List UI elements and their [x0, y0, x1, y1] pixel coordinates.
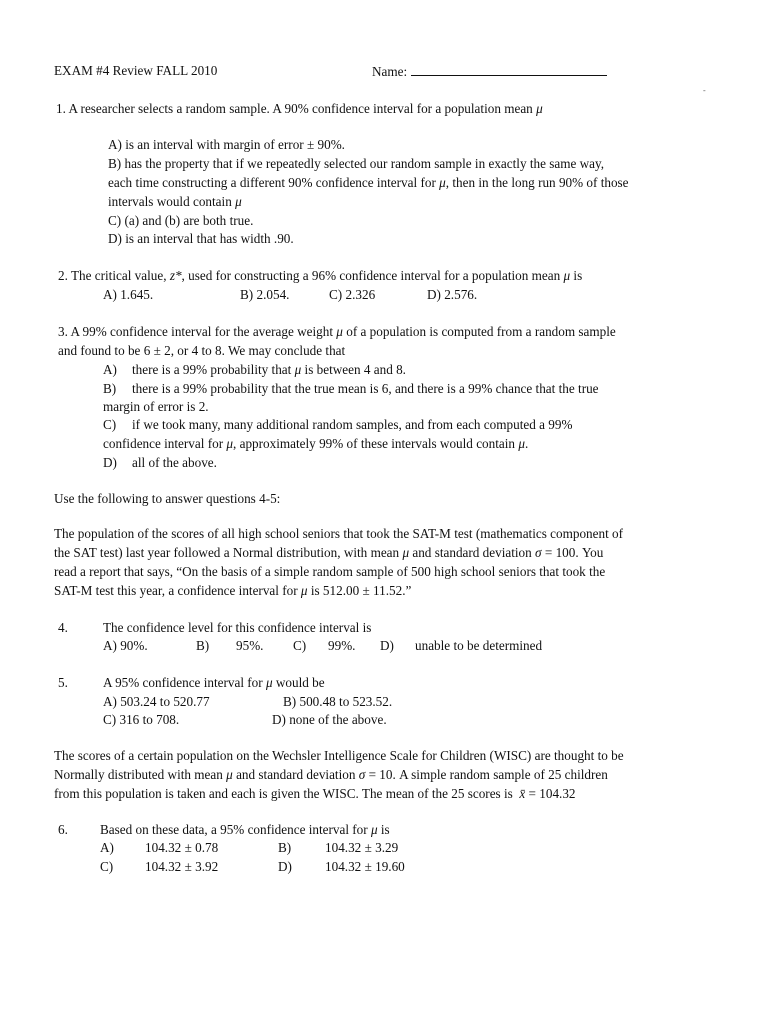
q1-option-b-line2 [108, 175, 629, 191]
q5-option-a: A) 503.24 to 520.77 [103, 694, 210, 709]
q3-option-c-label: C) [103, 417, 117, 432]
q3-c-text-a: confidence interval for [103, 436, 224, 451]
q3-a-text-b: is between 4 and 8. [304, 362, 406, 377]
q1-stem [56, 101, 543, 117]
q6-option-b: 104.32 ± 3.29 [325, 840, 399, 855]
q1-stem-text: 1. A researcher selects a random sample. A 90% confidence interval for a population mean [56, 101, 533, 116]
wisc-p2-a: Normally distributed with mean [54, 767, 223, 782]
q6-stem-b: is [380, 822, 390, 837]
q2-option-c: C) 2.326 [329, 287, 376, 302]
wisc-paragraph-line1: The scores of a certain population on the Wechsler Intelligence Scale for Children (WISC) are thought to be [54, 748, 624, 763]
q1-option-d: D) is an interval that has width .90. [108, 231, 294, 246]
mu-symbol: μ [536, 101, 543, 116]
q3-option-c-line2 [103, 436, 528, 452]
q1-b-text-a: each time constructing a different 90% confidence interval for [108, 175, 436, 190]
mu-symbol: μ [402, 545, 410, 560]
q6-number: 6. [58, 822, 68, 837]
q3-option-d-label: D) [103, 455, 117, 470]
q3-option-c-line1: if we took many, many additional random samples, and from each computed a 99% [132, 417, 573, 432]
q5-option-c: C) 316 to 708. [103, 712, 180, 727]
q6-option-c: 104.32 ± 3.92 [145, 859, 219, 874]
mu-symbol: μ [235, 194, 242, 209]
q4-option-b: 95%. [236, 638, 264, 653]
wisc-p2-b: and standard deviation [236, 767, 356, 782]
mu-symbol: μ [226, 767, 233, 782]
q6-stem-a: Based on these data, a 95% confidence interval for [100, 822, 368, 837]
q3-c-text-b: , approximately 99% of these intervals would contain [233, 436, 516, 451]
q4-number: 4. [58, 620, 68, 635]
wisc-paragraph-line3 [54, 786, 576, 802]
q3-option-b-line1: there is a 99% probability that the true mean is 6, and there is a 99% chance that the true [132, 381, 599, 396]
q3-option-b-label: B) [103, 381, 117, 396]
name-blank-line [411, 63, 607, 76]
q4-option-c: 99%. [328, 638, 356, 653]
q5-option-b: B) 500.48 to 523.52. [283, 694, 393, 709]
sat-p2-a: the SAT test) last year followed a Normal distribution, with mean [54, 545, 400, 560]
q1-b-text-b: , then in the long run 90% of those [445, 175, 629, 190]
q3-c-text-c: . [524, 436, 529, 451]
mu-symbol: μ [336, 324, 343, 339]
mu-symbol: μ [265, 675, 273, 690]
sat-p4-a: SAT-M test this year, a confidence interval for [54, 583, 298, 598]
q5-stem-a: A 95% confidence interval for [103, 675, 263, 690]
mu-symbol: μ [518, 436, 525, 451]
q1-b-text-c: intervals would contain [108, 194, 232, 209]
q3-option-a [132, 362, 406, 378]
q5-number: 5. [58, 675, 68, 690]
q6-option-d-label: D) [278, 859, 292, 874]
sat-paragraph-line1: The population of the scores of all high school seniors that took the SAT-M test (mathematics component of [54, 526, 624, 541]
q6-option-d: 104.32 ± 19.60 [325, 859, 405, 874]
q6-option-b-label: B) [278, 840, 292, 855]
q4-option-d-label: D) [380, 638, 394, 653]
q6-option-c-label: C) [100, 859, 114, 874]
mu-symbol: μ [294, 362, 302, 377]
q2-option-d: D) 2.576. [427, 287, 478, 302]
q4-option-d: unable to be determined [415, 638, 543, 653]
wisc-p3-a: from this population is taken and each is given the WISC. The mean of the 25 scores is [54, 786, 513, 801]
sat-paragraph-line2 [54, 545, 603, 561]
exam-title: EXAM #4 Review FALL 2010 [54, 63, 218, 78]
mu-symbol: μ [563, 268, 571, 283]
q2-option-b: B) 2.054. [240, 287, 290, 302]
q2-stem-b: , used for constructing a 96% confidence interval for a population mean [181, 268, 561, 283]
q1-option-c: C) (a) and (b) are both true. [108, 213, 254, 228]
mu-symbol: μ [300, 583, 308, 598]
q3-option-b-line2: margin of error is 2. [103, 399, 209, 414]
sat-p2-c: = 100. You [544, 545, 604, 560]
q5-stem-b: would be [275, 675, 325, 690]
sat-p4-b: is 512.00 ± 11.52.” [310, 583, 412, 598]
q4-option-a: A) 90%. [103, 638, 148, 653]
zstar-symbol: z* [169, 268, 182, 283]
q1-option-a: A) is an interval with margin of error ± 90%. [108, 137, 345, 152]
q5-stem [103, 675, 325, 691]
q6-option-a-label: A) [100, 840, 114, 855]
name-label: Name: [372, 64, 408, 79]
mu-symbol: μ [439, 175, 446, 190]
q4-option-c-label: C) [293, 638, 307, 653]
q3-stem-a: 3. A 99% confidence interval for the average weight [58, 324, 333, 339]
sigma-symbol: σ [358, 767, 366, 782]
wisc-paragraph-line2 [54, 767, 608, 783]
xbar-symbol: x̄ [519, 786, 526, 801]
instructions-4-5: Use the following to answer questions 4-5: [54, 491, 281, 506]
q3-a-text-a: there is a 99% probability that [132, 362, 292, 377]
q1-option-b-line3 [108, 194, 242, 210]
mu-symbol: μ [226, 436, 234, 451]
q2-stem [58, 268, 582, 284]
q3-stem-b: of a population is computed from a random sample [346, 324, 616, 339]
sat-p2-b: and standard deviation [412, 545, 532, 560]
q4-option-b-label: B) [196, 638, 210, 653]
q1-option-b-line1: B) has the property that if we repeatedly selected our random sample in exactly the same way, [108, 156, 605, 171]
sat-paragraph-line4 [54, 583, 411, 599]
q3-stem-line2: and found to be 6 ± 2, or 4 to 8. We may conclude that [58, 343, 346, 358]
q3-option-a-label: A) [103, 362, 117, 377]
wisc-p3-b: = 104.32 [528, 786, 576, 801]
mu-symbol: μ [370, 822, 378, 837]
q6-stem [100, 822, 390, 838]
q2-stem-a: 2. The critical value, [58, 268, 167, 283]
stray-mark: - [703, 86, 706, 95]
q3-option-d: all of the above. [132, 455, 217, 470]
q4-stem: The confidence level for this confidence interval is [103, 620, 372, 635]
q2-option-a: A) 1.645. [103, 287, 154, 302]
q2-stem-c: is [573, 268, 583, 283]
sigma-symbol: σ [535, 545, 542, 560]
q6-option-a: 104.32 ± 0.78 [145, 840, 219, 855]
q3-stem-line1 [58, 324, 616, 340]
q5-option-d: D) none of the above. [272, 712, 387, 727]
wisc-p2-c: = 10. A simple random sample of 25 children [368, 767, 608, 782]
name-field-row [372, 63, 607, 80]
sat-paragraph-line3: read a report that says, “On the basis of a simple random sample of 500 high school seniors that took the [54, 564, 606, 579]
